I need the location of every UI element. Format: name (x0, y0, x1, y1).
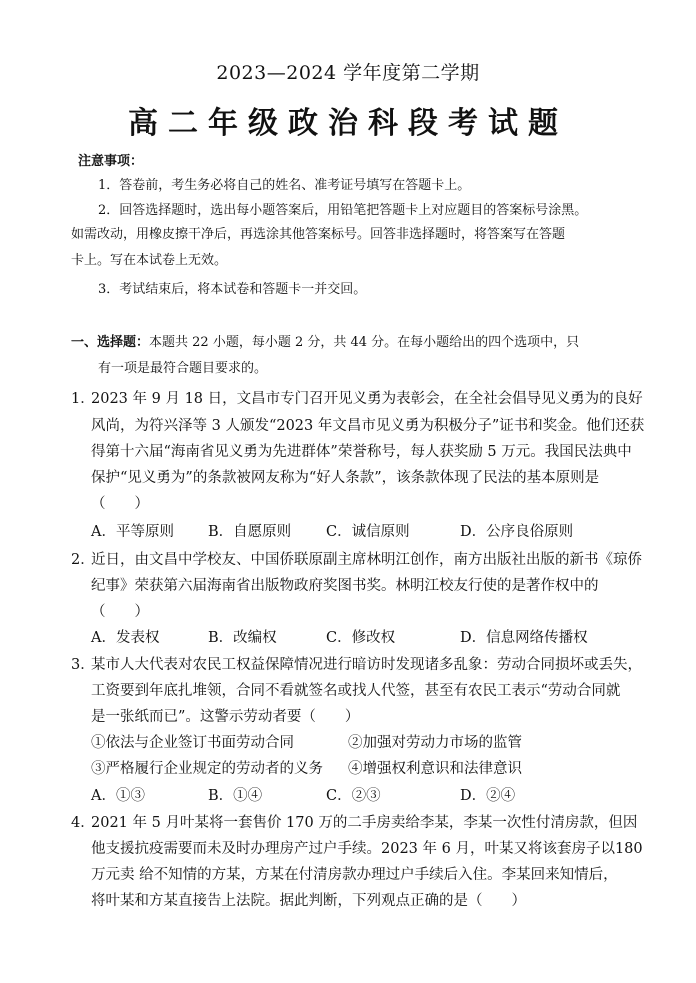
note-line: 卡上。写在本试卷上无效。 (71, 253, 228, 268)
question-text-line: 工资要到年底扎堆领，合同不看就签名或找人代签，甚至有农民工表示“劳动合同就 (91, 683, 621, 699)
statement-4: ④增强权利意识和法律意识 (348, 761, 522, 777)
note-line: 1．答卷前，考生务必将自己的姓名、准考证号填写在答题卡上。 (98, 178, 471, 193)
section-label: 一、选择题： (71, 335, 150, 350)
question-text-line: 他支援抗疫需要而未及时办理房产过户手续。2023 年 6 月，叶某又将该套房子以180 (91, 841, 643, 857)
statement-1: ①依法与企业签订书面劳动合同 (91, 735, 294, 751)
question-text-line: 2021 年 5 月叶某将一套售价 170 万的二手房卖给李某，李某一次性付清房款，但因 (91, 815, 638, 831)
statement-3: ③严格履行企业规定的劳动者的义务 (91, 761, 323, 777)
section-instruction-cont: 有一项是最符合题目要求的。 (98, 361, 268, 376)
note-line: 2．回答选择题时，选出每小题答案后，用铅笔把答题卡上对应题目的答案标号涂黑。 (98, 203, 588, 218)
option-c: C．诚信原则 (326, 524, 410, 540)
question-text-line: 近日，由文昌中学校友、中国侨联原副主席林明江创作，南方出版社出版的新书《琼侨 (91, 552, 642, 568)
option-b: B．改编权 (208, 630, 277, 646)
option-c: C．②③ (326, 788, 381, 804)
answer-bracket: （ ） (91, 604, 149, 620)
option-b: B．自愿原则 (208, 524, 292, 540)
question-text-line: 保护“见义勇为”的条款被网友称为“好人条款”，该条款体现了民法的基本原则是 (91, 470, 600, 486)
question-number: 2． (71, 552, 95, 568)
question-number: 3． (71, 657, 95, 673)
question-text-line: 将叶某和方某直接告上法院。据此判断，下列观点正确的是（ ） (91, 893, 526, 909)
option-a: A．发表权 (91, 630, 160, 646)
option-a: A．平等原则 (91, 524, 174, 540)
exam-title: 高二年级政治科段考试题 (128, 106, 568, 141)
statement-2: ②加强对劳动力市场的监管 (348, 735, 522, 751)
option-b: B．①④ (208, 788, 263, 804)
option-d: D．信息网络传播权 (460, 630, 588, 646)
option-d: D．公序良俗原则 (460, 524, 574, 540)
question-number: 1． (71, 391, 95, 407)
question-text-line: 某市人大代表对农民工权益保障情况进行暗访时发现诸多乱象：劳动合同损坏或丢失， (91, 657, 642, 673)
section-heading (71, 331, 579, 350)
question-text-line: 风尚，为符兴泽等 3 人颁发“2023 年文昌市见义勇为积极分子”证书和奖金。他们还获 (91, 418, 645, 434)
option-a: A．①③ (91, 788, 145, 804)
question-number: 4． (71, 815, 95, 831)
question-text-line: 纪事》荣获第六届海南省出版物政府奖图书奖。林明江校友行使的是著作权中的 (91, 578, 599, 594)
exam-year-line: 2023—2024 学年度第二学期 (216, 62, 480, 84)
note-line: 如需改动，用橡皮擦干净后，再选涂其他答案标号。回答非选择题时，将答案写在答题 (71, 227, 566, 242)
section-instruction: 本题共 22 小题，每小题 2 分，共 44 分。在每小题给出的四个选项中，只 (149, 335, 580, 350)
notes-heading: 注意事项： (78, 154, 144, 169)
option-c: C．修改权 (326, 630, 396, 646)
option-d: D．②④ (460, 788, 516, 804)
question-text-line: 万元卖 给不知情的方某，方某在付清房款办理过户手续后入住。李某回来知情后， (91, 867, 618, 883)
question-text-line: 是一张纸而已”。这警示劳动者要（ ） (91, 709, 360, 725)
note-line: 3．考试结束后，将本试卷和答题卡一并交回。 (98, 282, 367, 297)
answer-bracket: （ ） (91, 496, 149, 512)
question-text-line: 2023 年 9 月 18 日，文昌市专门召开见义勇为表彰会，在全社会倡导见义勇为的良好 (91, 391, 643, 407)
question-text-line: 得第十六届“海南省见义勇为先进群体”荣誉称号，每人获奖励 5 万元。我国民法典中 (91, 444, 632, 460)
